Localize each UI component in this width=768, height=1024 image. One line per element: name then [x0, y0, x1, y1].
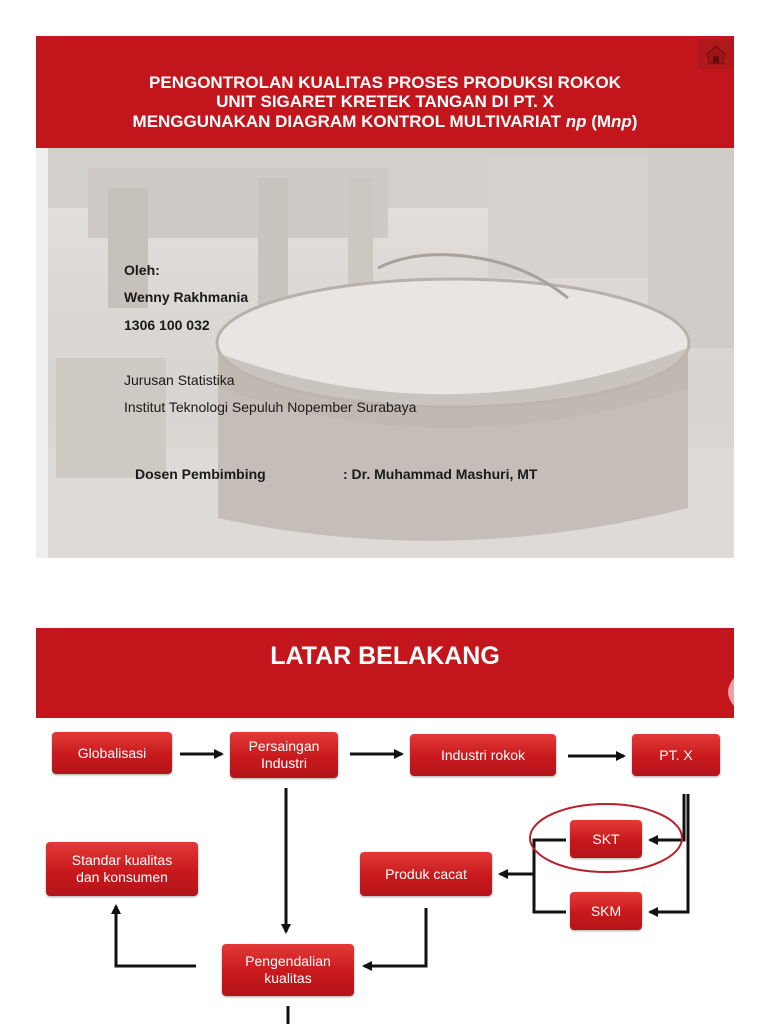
box-persaingan-line1: Persaingan	[248, 738, 320, 754]
box-standar-kualitas	[46, 842, 198, 896]
box-pengendalian-kualitas	[222, 944, 354, 996]
arrow-cacat-to-pengendalian	[364, 908, 426, 966]
arrow-pengendalian-to-standar	[116, 906, 196, 966]
title-slide	[36, 36, 734, 558]
background-slide	[36, 628, 734, 1024]
box-skt: SKT	[570, 820, 642, 858]
box-pengendalian-line1: Pengendalian	[245, 953, 331, 969]
box-globalisasi: Globalisasi	[52, 732, 172, 774]
title-mnp-italic: np	[611, 112, 632, 131]
author-id: 1306 100 032	[124, 317, 210, 333]
home-icon	[704, 43, 728, 65]
box-pengendalian-line2: kualitas	[264, 970, 312, 986]
tank-photo-illustration	[48, 148, 734, 558]
institution: Institut Teknologi Sepuluh Nopember Surabaya	[124, 399, 417, 415]
box-standar-line2: dan konsumen	[76, 869, 168, 885]
box-persaingan-line2: Industri	[261, 755, 307, 771]
department: Jurusan Statistika	[124, 372, 235, 388]
author-label: Oleh:	[124, 262, 160, 278]
title-np-italic: np	[565, 112, 587, 131]
box-industri-rokok: Industri rokok	[410, 734, 556, 776]
title-line-2: UNIT SIGARET KRETEK TANGAN DI PT. X	[216, 92, 554, 111]
bracket-skt-skm	[534, 840, 566, 912]
box-ptx: PT. X	[632, 734, 720, 776]
box-standar-line1: Standar kualitas	[71, 852, 173, 868]
home-button[interactable]	[698, 39, 734, 69]
box-persaingan-industri	[230, 732, 338, 778]
title-close-paren: )	[631, 112, 638, 131]
background-photo	[48, 148, 734, 558]
box-skm: SKM	[570, 892, 642, 930]
supervisor-name: : Dr. Muhammad Mashuri, MT	[343, 466, 538, 482]
title-line-3-prefix: MENGGUNAKAN DIAGRAM KONTROL MULTIVARIAT	[132, 112, 566, 131]
section-title: LATAR BELAKANG	[270, 642, 500, 670]
title-line-3	[36, 113, 734, 131]
author-name: Wenny Rakhmania	[124, 289, 249, 305]
title-header	[36, 36, 734, 148]
title-open-paren: (M	[586, 112, 612, 131]
supervisor-label: Dosen Pembimbing	[135, 466, 266, 482]
title-line-1: PENGONTROLAN KUALITAS PROSES PRODUKSI ROKOK	[149, 73, 621, 92]
box-produk-cacat: Produk cacat	[360, 852, 492, 896]
